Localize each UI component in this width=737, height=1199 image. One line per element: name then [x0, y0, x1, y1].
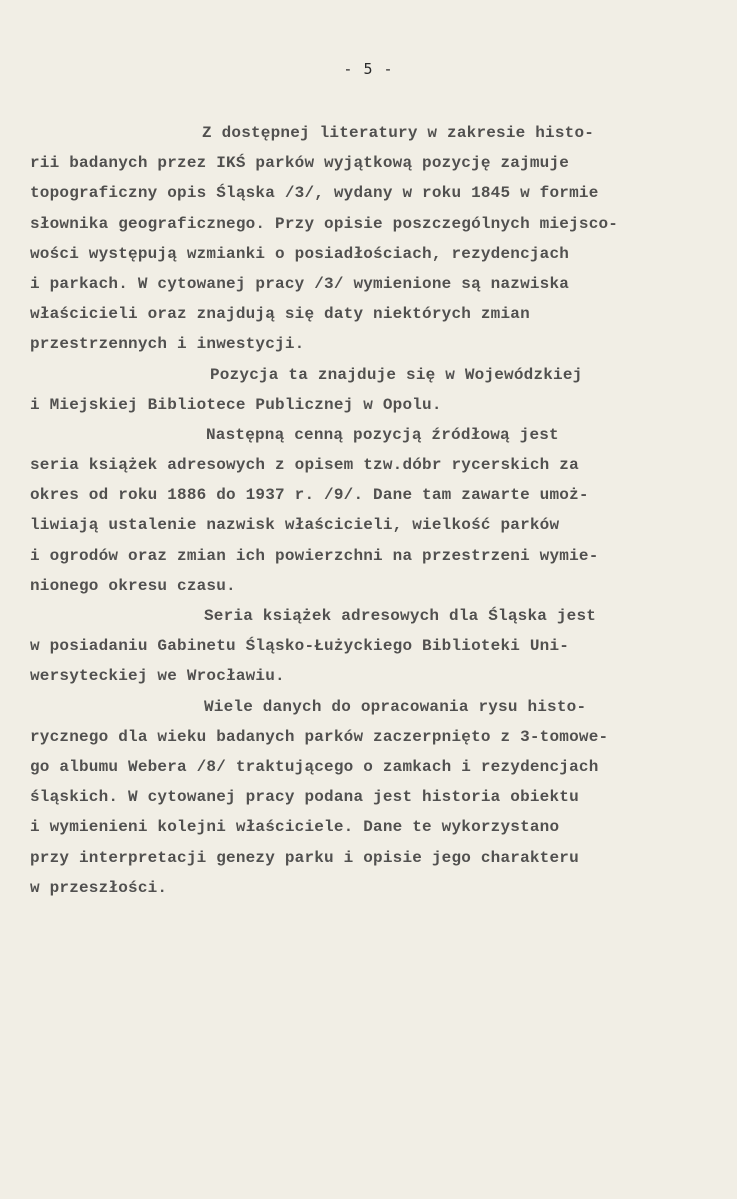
paragraph-line: słownika geograficznego. Przy opisie poszczególnych miejsco- — [30, 214, 619, 233]
page-number: - 5 - — [343, 60, 394, 78]
paragraph-line: wersyteckiej we Wrocławiu. — [30, 667, 285, 686]
paragraph-3 — [30, 420, 650, 601]
paragraph-4 — [30, 601, 650, 692]
paragraph-2 — [30, 360, 650, 420]
body-text — [30, 118, 650, 903]
paragraph-line: seria książek adresowych z opisem tzw.dóbr rycerskich za — [30, 456, 579, 475]
paragraph-line: i parkach. W cytowanej pracy /3/ wymienione są nazwiska — [30, 274, 570, 293]
paragraph-line: i ogrodów oraz zmian ich powierzchni na przestrzeni wymie- — [30, 546, 599, 565]
paragraph-line: wości występują wzmianki o posiadłościach, rezydencjach — [30, 244, 570, 263]
paragraph-line: topograficzny opis Śląska /3/, wydany w roku 1845 w formie — [30, 184, 599, 203]
paragraph-line: i Miejskiej Bibliotece Publicznej w Opolu. — [30, 395, 442, 414]
paragraph-line: go albumu Webera /8/ traktującego o zamkach i rezydencjach — [30, 757, 599, 776]
paragraph-line: Seria książek adresowych dla Śląska jest — [204, 607, 597, 625]
paragraph-line: w przeszłości. — [30, 878, 168, 897]
paragraph-line: okres od roku 1886 do 1937 r. /9/. Dane tam zawarte umoż- — [30, 486, 589, 505]
paragraph-1 — [30, 118, 650, 360]
paragraph-line: właścicieli oraz znajdują się daty niektórych zmian — [30, 305, 530, 324]
paragraph-line: rycznego dla wieku badanych parków zaczerpnięto z 3-tomowe- — [30, 727, 609, 746]
paragraph-line: śląskich. W cytowanej pracy podana jest historia obiektu — [30, 788, 579, 807]
paragraph-line: w posiadaniu Gabinetu Śląsko-Łużyckiego Biblioteki Uni- — [30, 637, 570, 656]
paragraph-line: Z dostępnej literatury w zakresie histo- — [202, 124, 595, 142]
paragraph-5 — [30, 692, 650, 903]
paragraph-line: Następną cenną pozycją źródłową jest — [206, 425, 559, 444]
paragraph-line: przy interpretacji genezy parku i opisie jego charakteru — [30, 848, 579, 867]
paragraph-line: liwiają ustalenie nazwisk właścicieli, wielkość parków — [30, 516, 560, 535]
paragraph-line: Pozycja ta znajduje się w Wojewódzkiej — [210, 365, 583, 384]
paragraph-line: rii badanych przez IKŚ parków wyjątkową pozycję zajmuje — [30, 154, 570, 173]
paragraph-line: nionego okresu czasu. — [30, 576, 236, 595]
paragraph-line: przestrzennych i inwestycji. — [30, 335, 305, 354]
paragraph-line: Wiele danych do opracowania rysu histo- — [204, 697, 587, 716]
paragraph-line: i wymienieni kolejni właściciele. Dane te wykorzystano — [30, 818, 560, 837]
